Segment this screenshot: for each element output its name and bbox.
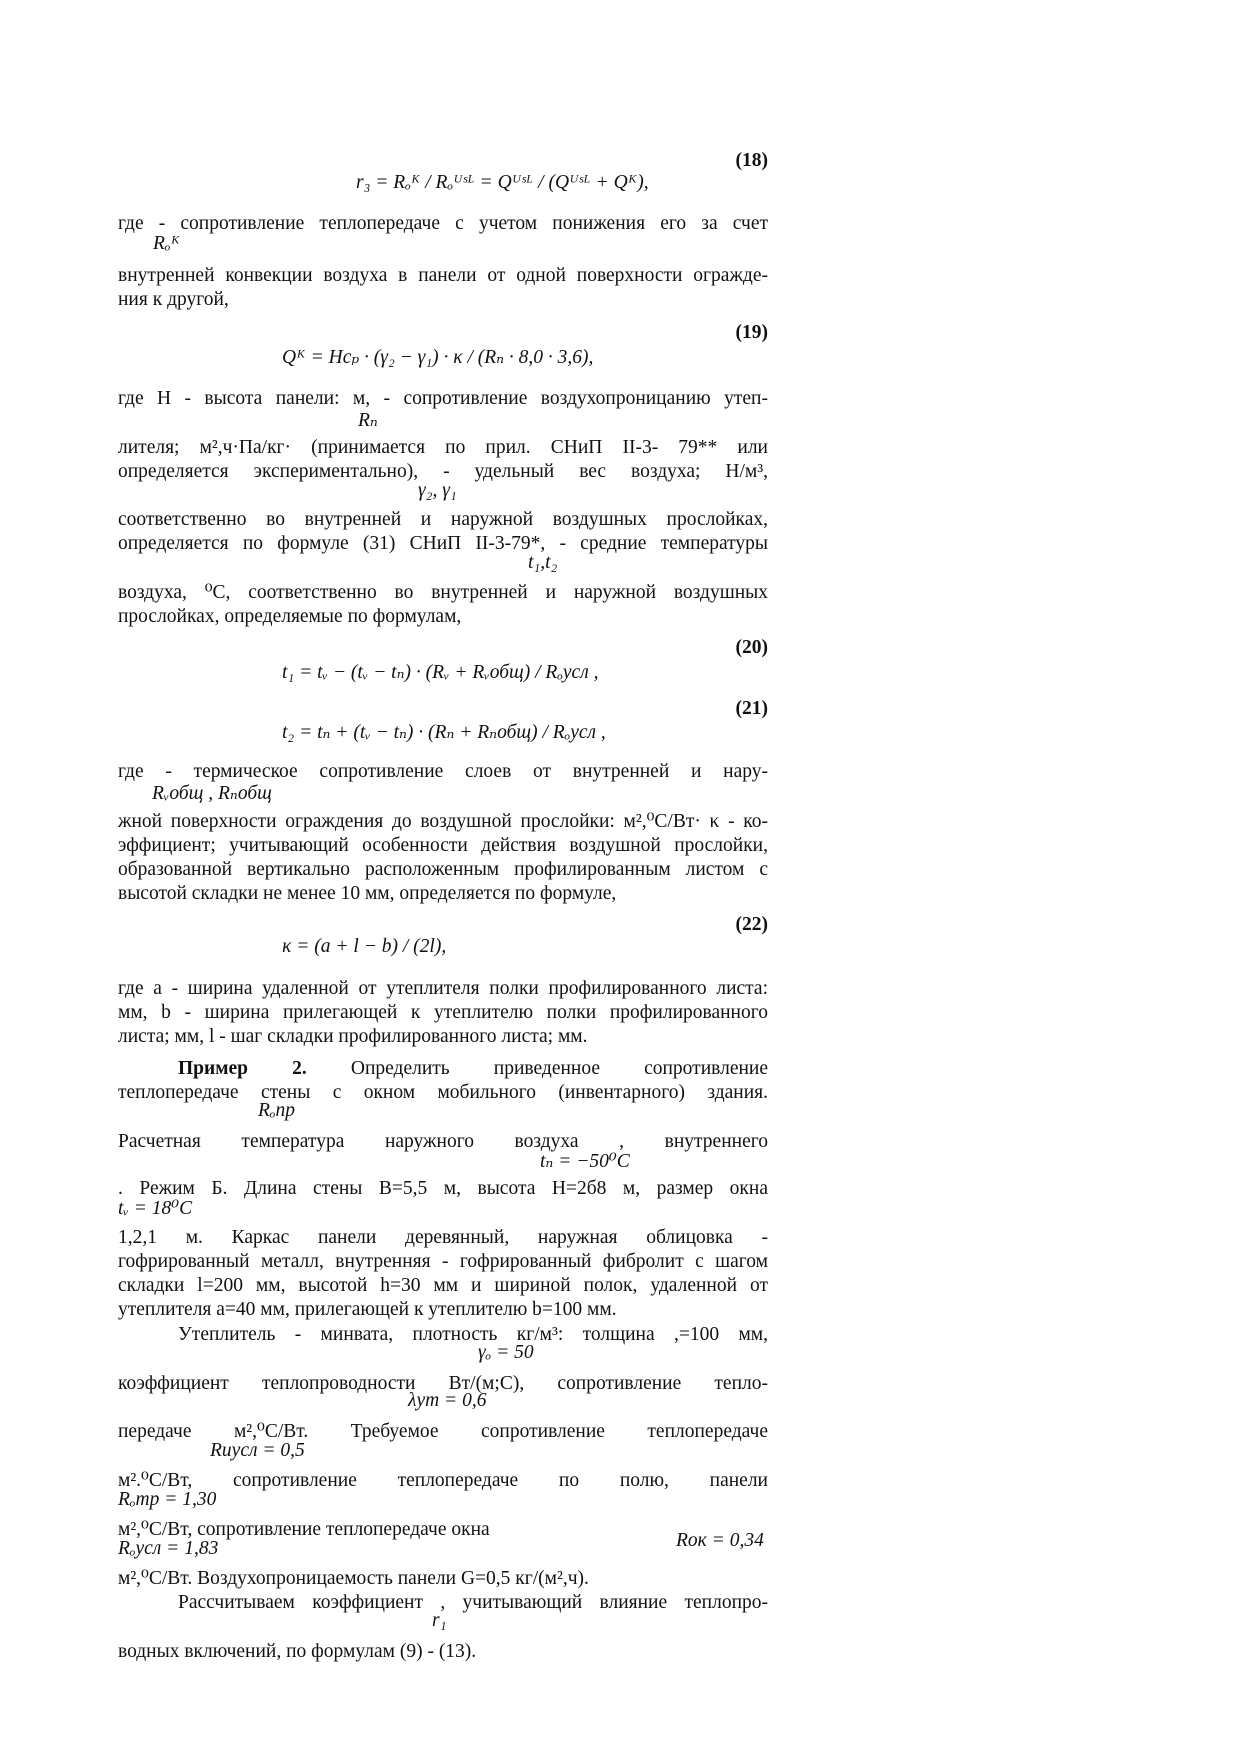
symbol-r-n: Rₙ	[358, 410, 378, 431]
symbol-r-i: Rиусл = 0,5	[210, 1440, 305, 1461]
text-line: эффициент; учитывающий особенности действия воздушной прослойки,	[118, 835, 768, 856]
text-line: 1,2,1 м. Каркас панели деревянный, наружная облицовка -	[118, 1227, 768, 1248]
text-line: м²,⁰С/Вт, сопротивление теплопередаче окна	[118, 1519, 490, 1540]
text-line: коэффициент теплопроводности Вт/(м;С), сопротивление тепло-	[118, 1373, 768, 1394]
text-line: ния к другой,	[118, 289, 229, 310]
text-line: внутренней конвекции воздуха в панели от одной поверхности огражде-	[118, 265, 768, 286]
text-line: Утеплитель - минвата, плотность кг/м³: толщина ,=100 мм,	[178, 1324, 768, 1345]
symbol-r1: r₁	[432, 1610, 447, 1631]
text-line: водных включений, по формулам (9) - (13).	[118, 1641, 477, 1662]
text-line: теплопередаче стены с окном мобильного (инвентарного) здания.	[118, 1082, 768, 1103]
equation-number-21: (21)	[735, 698, 768, 719]
text-line: жной поверхности ограждения до воздушной прослойки: м²,⁰С/Вт· κ - ко-	[118, 811, 768, 832]
text-line: высотой складки не менее 10 мм, определяется по формуле,	[118, 883, 617, 904]
formula-20: t₁ = tᵥ − (tᵥ − tₙ) · (Rᵥ + Rᵥобщ) / Rₒусл ,	[282, 662, 599, 683]
symbol-t-n: tₙ = −50⁰C	[540, 1151, 630, 1172]
text-line: передаче м²,⁰С/Вт. Требуемое сопротивление теплопередаче	[118, 1421, 768, 1442]
equation-number-22: (22)	[735, 914, 768, 935]
example-label: Пример 2.	[178, 1058, 307, 1079]
text-line: где - сопротивление теплопередаче с учетом понижения его за счет	[118, 213, 768, 234]
text-line: образованной вертикально расположенным профилированным листом с	[118, 859, 768, 880]
text-line: воздуха, ⁰С, соответственно во внутренней и наружной воздушных	[118, 582, 768, 603]
text-line: где a - ширина удаленной от утеплителя полки профилированного листа:	[118, 978, 768, 999]
symbol-t1-t2: t₁,t₂	[528, 552, 558, 573]
equation-number-20: (20)	[735, 637, 768, 658]
text-line: . Режим Б. Длина стены B=5,5 м, высота H=2б8 м, размер окна	[118, 1178, 768, 1199]
symbol-r-otr: Rₒтр = 1,30	[118, 1489, 217, 1510]
text-line: лителя; м²,ч·Па/кг· (принимается по прил. СНиП II-3- 79** или	[118, 437, 768, 458]
text-line: м².⁰С/Вт, сопротивление теплопередаче по полю, панели	[118, 1470, 768, 1491]
text-line: листа; мм, l - шаг складки профилированного листа; мм.	[118, 1026, 588, 1047]
text-line: мм, b - ширина прилегающей к утеплителю полки профилированного	[118, 1002, 768, 1023]
text-line: Расчетная температура наружного воздуха , внутреннего	[118, 1131, 768, 1152]
formula-19: Qᴷ = Hcₚ · (γ₂ − γ₁) · κ / (Rₙ · 8,0 · 3,6),	[282, 347, 594, 368]
text-line: складки l=200 мм, высотой h=30 мм и шириной полок, удаленной от	[118, 1275, 768, 1296]
text-line: соответственно во внутренней и наружной воздушных прослойках,	[118, 509, 768, 530]
formula-18: r₃ = Rₒᴷ / Rₒᵁˢᴸ = Qᵁˢᴸ / (Qᵁˢᴸ + Qᴷ),	[356, 172, 649, 193]
text-line: определяется экспериментально), - удельный вес воздуха; Н/м³,	[118, 461, 768, 482]
symbol-r-ok: Rₒᴷ	[153, 233, 181, 254]
text-fragment: Определить приведенное сопротивление	[306, 1058, 768, 1079]
text-line: гофрированный металл, внутренняя - гофрированный фибролит с шагом	[118, 1251, 768, 1272]
text-line: где - термическое сопротивление слоев от внутренней и нару-	[118, 761, 768, 782]
symbol-gamma-o: γₒ = 50	[478, 1342, 534, 1363]
text-line: прослойках, определяемые по формулам,	[118, 606, 462, 627]
formula-22: κ = (a + l − b) / (2l),	[282, 936, 447, 957]
text-line: определяется по формуле (31) СНиП II-3-79*, - средние температуры	[118, 533, 768, 554]
symbol-r-opr: Rₒпр	[258, 1100, 295, 1121]
text-line: где H - высота панели: м, - сопротивление воздухопроницанию утеп-	[118, 388, 768, 409]
example-heading-line	[178, 1057, 768, 1081]
symbol-r-obsh: Rᵥобщ , Rₙобщ	[152, 783, 272, 804]
formula-21: t₂ = tₙ + (tᵥ − tₙ) · (Rₙ + Rₙобщ) / Rₒусл ,	[282, 722, 606, 743]
symbol-t-v: tᵥ = 18⁰C	[118, 1198, 193, 1219]
symbol-gamma: γ₂, γ₁	[418, 480, 457, 501]
text-line: м²,⁰С/Вт. Воздухопроницаемость панели G=0,5 кг/(м²,ч).	[118, 1568, 589, 1589]
symbol-r-ok-window: Rок = 0,34	[676, 1530, 764, 1551]
equation-number-19: (19)	[735, 322, 768, 343]
symbol-r-ousl: Rₒусл = 1,83	[118, 1538, 219, 1559]
text-line: утеплителя a=40 мм, прилегающей к утеплителю b=100 мм.	[118, 1299, 617, 1320]
text-line: Рассчитываем коэффициент , учитывающий влияние теплопро-	[178, 1592, 768, 1613]
symbol-lambda: λут = 0,6	[408, 1390, 487, 1411]
equation-number-18: (18)	[735, 150, 768, 171]
